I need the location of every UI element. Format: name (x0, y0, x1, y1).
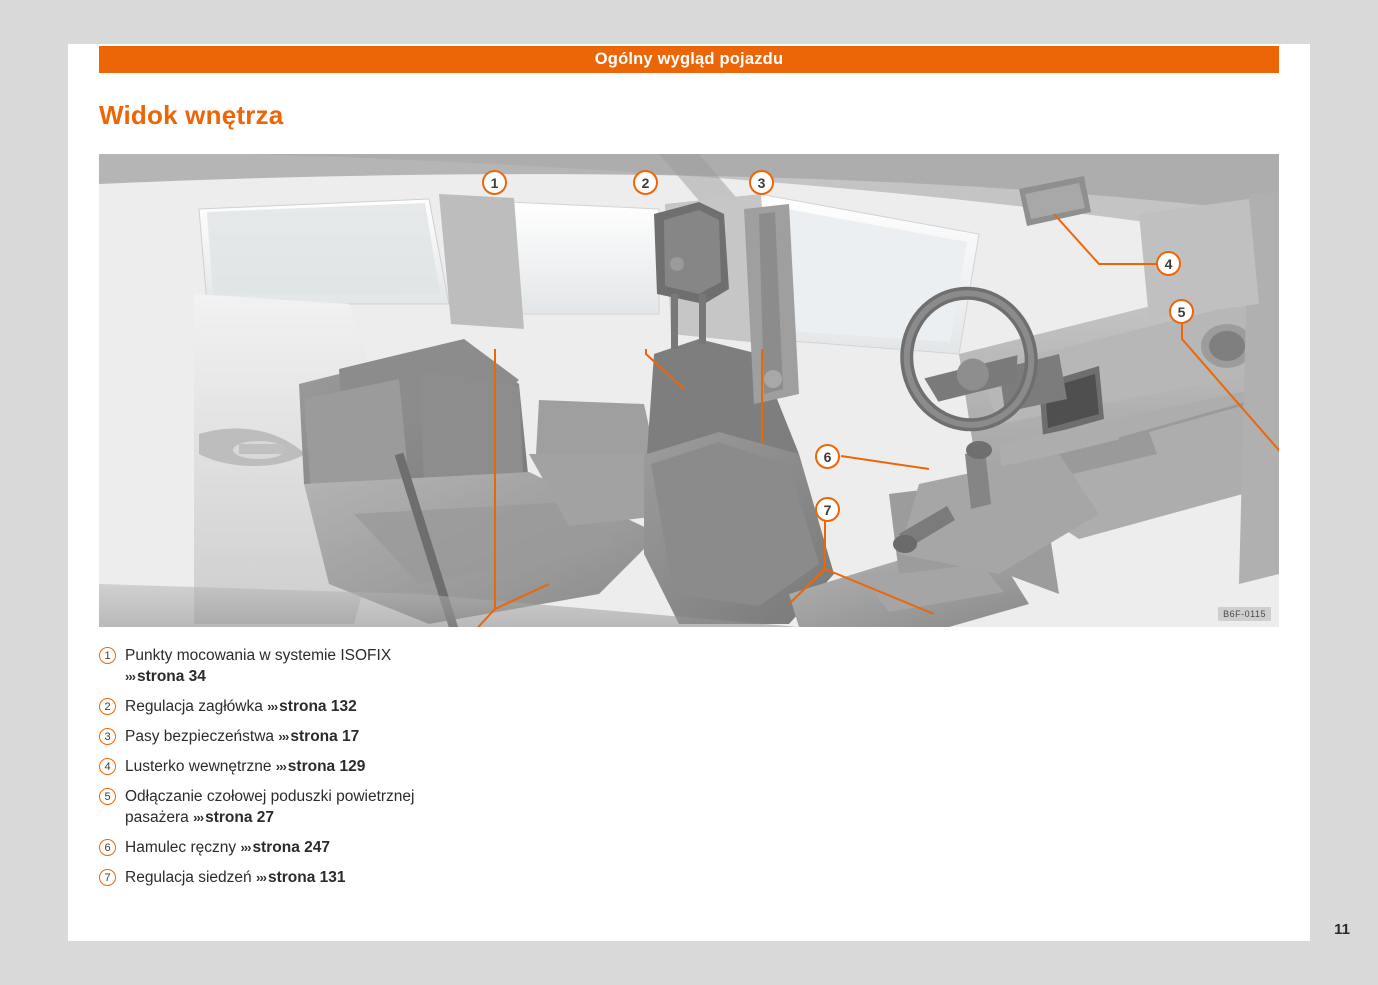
legend-label-7: Regulacja siedzeń (125, 869, 252, 886)
legend-number-7: 7 (99, 869, 116, 886)
reference-arrow-icon-4: ››› (275, 759, 286, 774)
legend-entry-7 (125, 867, 346, 888)
legend-label-6: Hamulec ręczny (125, 839, 237, 856)
legend-number-5: 5 (99, 788, 116, 805)
list-item (99, 696, 859, 717)
figure-callout-4: 4 (1156, 251, 1181, 276)
reference-arrow-icon-1: ››› (125, 669, 135, 684)
list-item (99, 756, 859, 777)
figure-callout-2: 2 (633, 170, 658, 195)
legend-reference-4[interactable] (276, 758, 366, 775)
list-item (99, 837, 859, 858)
legend-page-ref-2: strona 132 (279, 698, 357, 715)
legend-page-ref-1: strona 34 (137, 668, 206, 685)
page-title: Widok wnętrza (99, 100, 284, 130)
list-item (99, 786, 859, 828)
reference-arrow-icon-6: ››› (240, 840, 251, 855)
list-item (99, 645, 859, 687)
legend-page-ref-5: strona 27 (205, 809, 274, 826)
legend-page-ref-4: strona 129 (287, 758, 366, 775)
legend-reference-6[interactable] (240, 839, 330, 856)
interior-illustration-graphic (99, 154, 1279, 627)
legend-entry-1 (125, 645, 391, 687)
legend-label-1: Punkty mocowania w systemie ISOFIX (125, 647, 392, 664)
reference-arrow-icon-3: ››› (278, 729, 289, 744)
reference-arrow-icon-5: ››› (193, 810, 204, 825)
legend-label-2: Regulacja zagłówka (125, 698, 263, 715)
legend-entry-2 (125, 696, 357, 717)
legend-entry-4 (125, 756, 365, 777)
legend-number-3: 3 (99, 728, 116, 745)
legend-label-4: Lusterko wewnętrzne (125, 758, 272, 775)
legend-number-6: 6 (99, 839, 116, 856)
legend-page-ref-7: strona 131 (267, 869, 346, 886)
reference-arrow-icon-7: ››› (255, 870, 266, 885)
legend-number-4: 4 (99, 758, 116, 775)
figure-code-label: B6F-0115 (1218, 607, 1271, 621)
list-item (99, 867, 859, 888)
section-header-title: Ogólny wygląd pojazdu (594, 50, 784, 68)
legend-entry-6 (125, 837, 330, 858)
legend-page-ref-3: strona 17 (290, 728, 360, 745)
interior-view-illustration (99, 154, 1279, 627)
legend-label-5: Odłączanie czołowej poduszki powietrznej pasażera (125, 788, 415, 826)
figure-callout-1: 1 (482, 170, 507, 195)
legend-reference-1[interactable] (125, 668, 206, 685)
legend-reference-2[interactable] (267, 698, 357, 715)
legend-label-3: Pasy bezpieczeństwa (125, 728, 275, 745)
legend-number-2: 2 (99, 698, 116, 715)
figure-callout-3: 3 (749, 170, 774, 195)
page-number: 11 (1334, 921, 1350, 938)
legend-reference-7[interactable] (256, 869, 346, 886)
legend-entry-3 (125, 726, 359, 747)
figure-callout-5: 5 (1169, 299, 1194, 324)
legend-entry-5 (125, 786, 470, 828)
legend-reference-3[interactable] (278, 728, 359, 745)
reference-arrow-icon-2: ››› (267, 699, 278, 714)
list-item (99, 726, 859, 747)
figure-legend-list (99, 645, 859, 897)
section-header-bar (99, 46, 1279, 73)
figure-callout-7: 7 (815, 497, 840, 522)
legend-number-1: 1 (99, 647, 116, 664)
legend-page-ref-6: strona 247 (252, 839, 330, 856)
figure-callout-6: 6 (815, 444, 840, 469)
legend-reference-5[interactable] (193, 809, 274, 826)
